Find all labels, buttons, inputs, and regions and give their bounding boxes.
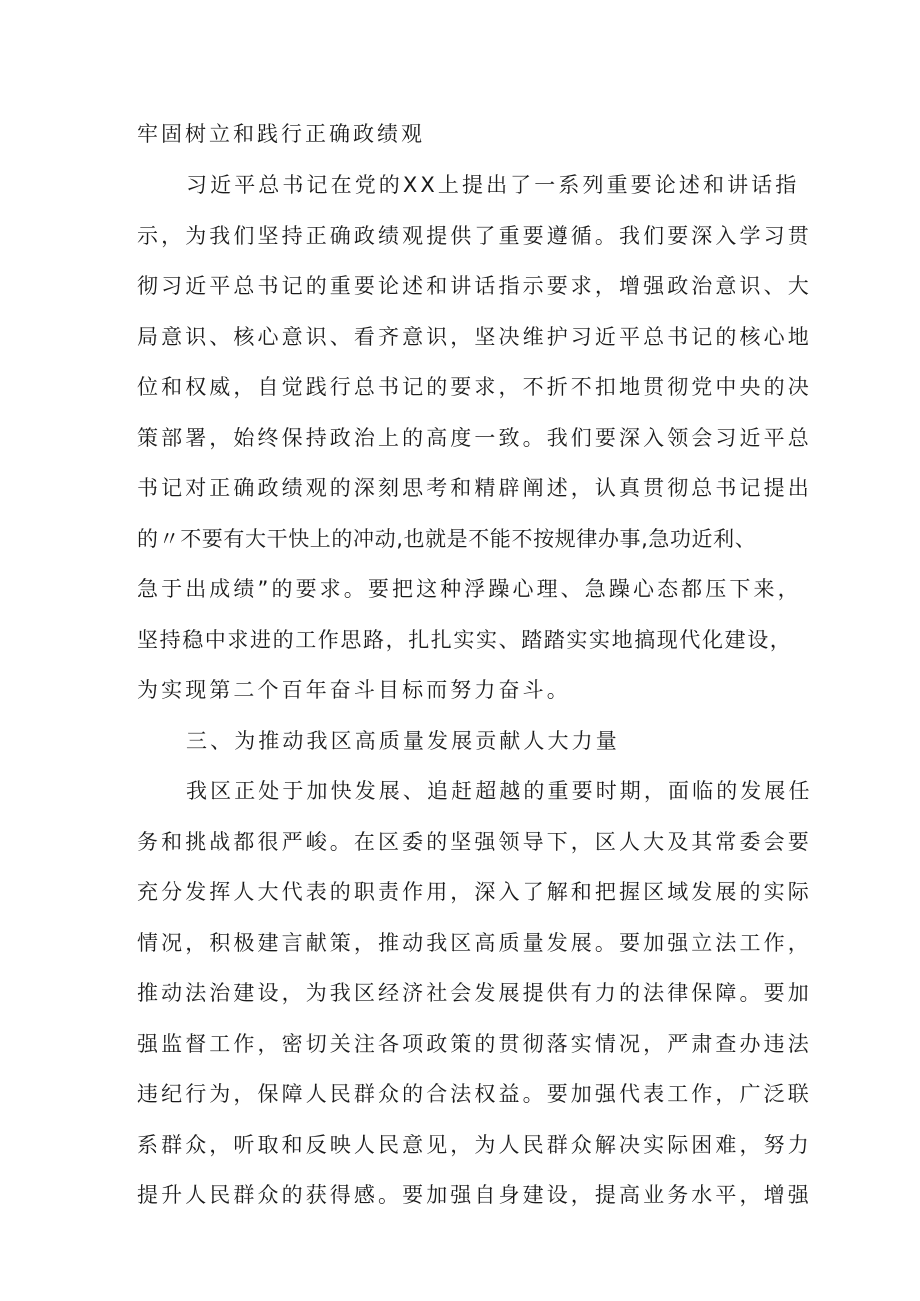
paragraph-line: 急于出成绩”的要求。要把这种浮躁心理、急躁心态都压下来，	[137, 577, 802, 601]
paragraph-line: 策部署，始终保持政治上的高度一致。我们要深入领会习近平总	[137, 426, 812, 450]
paragraph-line: 提升人民群众的获得感。要加强自身建设，提高业务水平，增强	[137, 1183, 812, 1207]
paragraph-line: 为实现第二个百年奋斗目标而努力奋斗。	[137, 678, 571, 702]
paragraph-line: 习近平总书记在党的XX上提出了一系列重要论述和讲话指	[186, 173, 800, 197]
paragraph-line: 坚持稳中求进的工作思路，扎扎实实、踏踏实实地搞现代化建设，	[137, 628, 793, 652]
paragraph-line: 系群众，听取和反映人民意见，为人民群众解决实际困难，努力	[137, 1133, 812, 1157]
paragraph-line: 彻习近平总书记的重要论述和讲话指示要求，增强政治意识、大	[137, 274, 812, 298]
paragraph-line: 我区正处于加快发展、追赶超越的重要时期，面临的发展任	[186, 779, 813, 803]
paragraph-line: 情况，积极建言献策，推动我区高质量发展。要加强立法工作，	[137, 931, 812, 955]
paragraph-line: 示，为我们坚持正确政绩观提供了重要遵循。我们要深入学习贯	[137, 224, 812, 248]
paragraph-line: 书记对正确政绩观的深刻思考和精辟阐述，认真贯彻总书记提出	[137, 476, 812, 500]
paragraph-line: 务和挑战都很严峻。在区委的坚强领导下，区人大及其常委会要	[137, 830, 812, 854]
paragraph-line: 局意识、核心意识、看齐意识，坚决维护习近平总书记的核心地	[137, 325, 812, 349]
paragraph-line: 位和权威，自觉践行总书记的要求，不折不扣地贯彻党中央的决	[137, 375, 812, 399]
heading-line: 牢固树立和践行正确政绩观	[137, 122, 425, 146]
paragraph-line: 违纪行为，保障人民群众的合法权益。要加强代表工作，广泛联	[137, 1082, 812, 1106]
section-heading: 三、为推动我区高质量发展贡献人大力量	[186, 729, 620, 753]
paragraph-line: 推动法治建设，为我区经济社会发展提供有力的法律保障。要加	[137, 981, 812, 1005]
paragraph-line: 充分发挥人大代表的职责作用，深入了解和把握区域发展的实际	[137, 880, 812, 904]
paragraph-line: 强监督工作，密切关注各项政策的贯彻落实情况，严肃查办违法	[137, 1032, 812, 1056]
paragraph-line: 的〃不要有大干快上的冲动,也就是不能不按规律办事,急功近利、	[137, 527, 757, 551]
